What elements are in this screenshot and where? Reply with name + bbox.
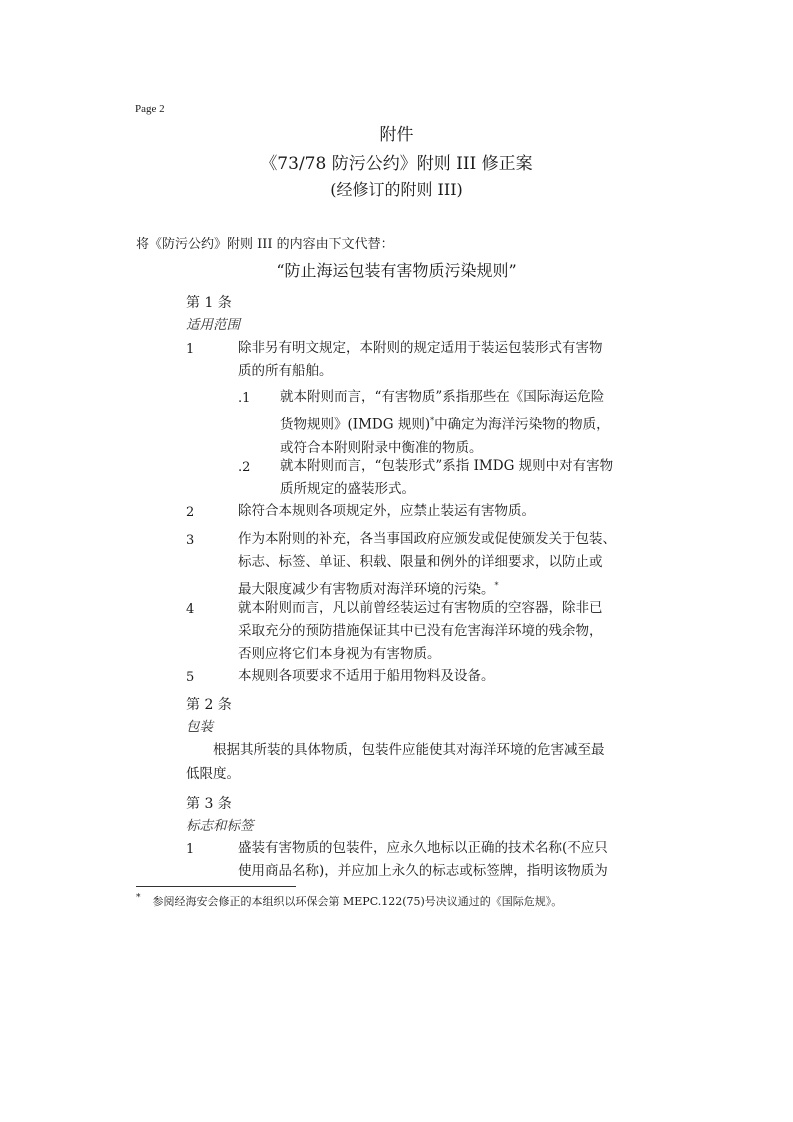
- article-2-heading: 第 2 条: [186, 697, 232, 713]
- para-number: 1: [186, 342, 195, 357]
- para-number: 5: [186, 670, 195, 685]
- paragraph: 除非另有明文规定，本附则的规定适用于装运包装形式有害物 质的所有船舶。: [238, 340, 603, 379]
- para-number: 1: [186, 842, 195, 857]
- article-3-heading: 第 3 条: [186, 796, 232, 812]
- article-3-subtitle: 标志和标签: [186, 818, 254, 834]
- intro-text: 将《防污公约》附则 III 的内容由下文代替：: [136, 237, 394, 252]
- para-number: 4: [186, 602, 195, 617]
- amendment-title: 《73/78 防污公约》附则 III 修正案: [260, 154, 533, 174]
- footnote: [136, 893, 562, 909]
- article-2-subtitle: 包装: [186, 719, 213, 735]
- para-number: 2: [186, 505, 195, 520]
- footnote-ref[interactable]: *: [494, 581, 499, 590]
- footnote-ref[interactable]: *: [430, 416, 435, 425]
- footnote-separator: [136, 886, 296, 887]
- paragraph: 本规则各项要求不适用于船用物料及设备。: [238, 668, 495, 684]
- article-1-subtitle: 适用范围: [186, 317, 240, 333]
- para-number: 3: [186, 533, 195, 548]
- article-2-body: 根据其所装的具体物质，包装件应能使其对海洋环境的危害减至最 低限度。: [186, 742, 605, 782]
- page-label: Page 2: [135, 103, 165, 115]
- footnote-text: 参阅经海安会修正的本组织以环保会第 MEPC.122(75)号决议通过的《国际危规》。: [152, 895, 563, 908]
- paragraph: 除符合本规则各项规定外，应禁止装运有害物质。: [238, 503, 535, 519]
- article-1-heading: 第 1 条: [186, 295, 232, 311]
- revised-annex-subtitle: (经修订的附则 III): [330, 180, 463, 199]
- paragraph: 盛装有害物质的包装件，应永久地标以正确的技术名称(不应只 使用商品名称)，并应加上永久的标志或标签牌，指明该物质为: [238, 840, 608, 879]
- annex-title: 附件: [379, 125, 414, 145]
- paragraph: 就本附则而言，凡以前曾经装运过有害物质的空容器，除非已 采取充分的预防措施保证其中已没有危害海洋环境的残余物， 否则应将它们本身视为有害物质。: [238, 600, 603, 662]
- subpara-number: .2: [238, 460, 251, 475]
- subpara-number: .1: [238, 391, 251, 406]
- paragraph: 就本附则而言，“有害物质”系指那些在《国际海运危险 货物规则》(IMDG 规则)*中确定为海洋污染物的物质， 或符合本附则附录中衡准的物质。: [280, 389, 610, 456]
- footnote-mark: *: [136, 893, 141, 904]
- paragraph: 作为本附则的补充，各当事国政府应颁发或促使颁发关于包装、 标志、标签、单证、积载、限量和例外的详细要求，以防止或 最大限度减少有害物质对海洋环境的污染。*: [238, 531, 616, 598]
- paragraph: 就本附则而言，“包装形式”系指 IMDG 规则中对有害物 质所规定的盛装形式。: [280, 458, 614, 497]
- rules-title: “防止海运包装有害物质污染规则”: [276, 261, 517, 280]
